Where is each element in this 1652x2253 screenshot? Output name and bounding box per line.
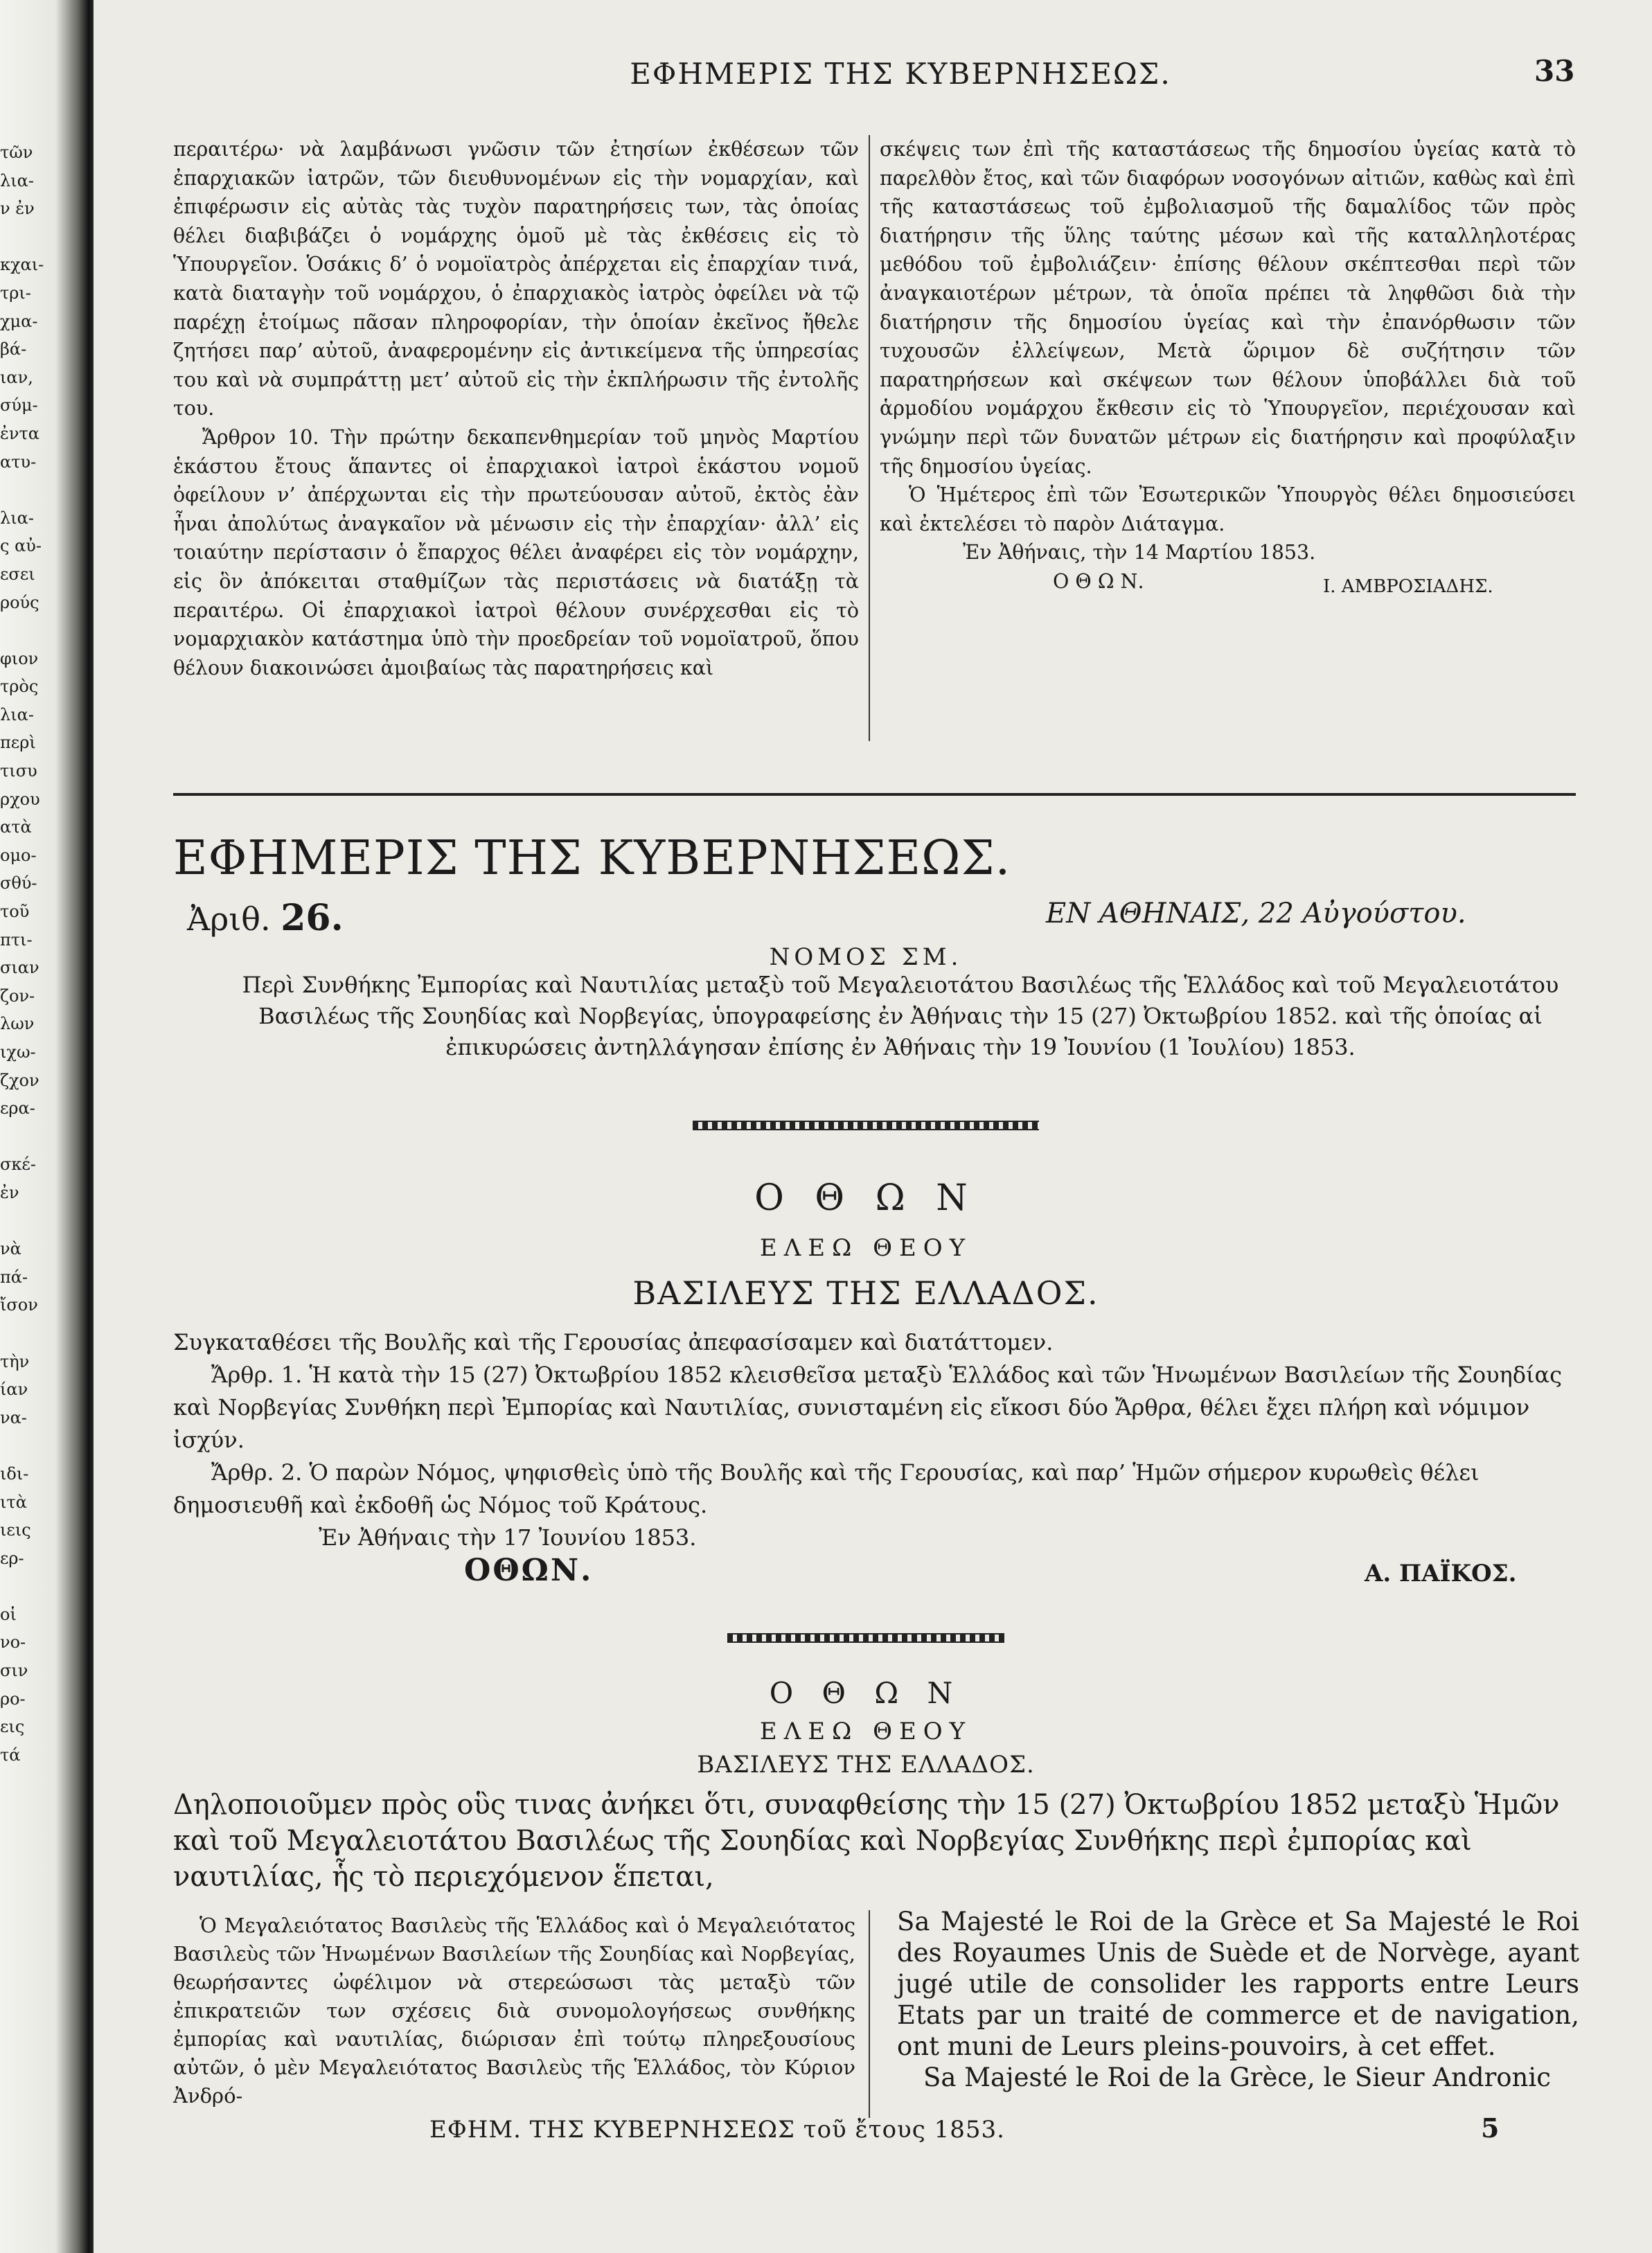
strip-line: βά- xyxy=(0,339,27,359)
ornament-divider xyxy=(693,1121,1039,1130)
decree-signature-minister: Α. ΠΑΪΚΟΣ. xyxy=(1365,1560,1517,1587)
strip-line xyxy=(0,1319,55,1348)
strip-line: ζχον xyxy=(0,1070,39,1090)
ornament-divider-2 xyxy=(727,1633,1004,1643)
strip-line: ιαν, xyxy=(0,367,33,387)
treaty-french-column xyxy=(897,1906,1579,2093)
treaty-greek-text: Ὁ Μεγαλειότατος Βασιλεὺς τῆς Ἑλλάδος καὶ ὁ Μεγαλειότατος Βασιλεὺς τῶν Ἡνωμένων Βασιλείων τῆς Σουηδίας καὶ Νορβεγίας, θεωρήσαντες ὠφέλιμον νὰ στερεώσωσι τὰς μεταξὺ τῶν ἐπικρατειῶν των σχέσεις διὰ συνομολογήσεως συνθήκης ἐμπορίας καὶ ναυτιλίας, διώρισαν ἐπὶ τούτῳ πληρεξουσίους αὐτῶν, ὁ μὲν Μεγαλειότατος Βασιλεὺς τῆς Ἑλλάδος, τὸν Κύριον Ἀνδρό- xyxy=(173,1914,855,2108)
strip-line: τισυ xyxy=(0,761,37,781)
strip-line: ίαν xyxy=(0,1380,28,1400)
strip-line xyxy=(0,1207,55,1236)
strip-line: ρούς xyxy=(0,592,39,612)
article-2: Ἄρθρ. 2. Ὁ παρὼν Νόμος, ψηφισθεὶς ὑπὸ τῆς Βουλῆς καὶ τῆς Γερουσίας, καὶ παρ’ Ἡμῶν σήμερον κυρωθεὶς θέλει δημοσιευθῆ καὶ ἐκδοθῆ ὡς Νόμος τοῦ Κράτους. xyxy=(173,1459,1480,1518)
strip-line: ν ἐν xyxy=(0,199,35,219)
decree2-king-name: Ο Θ Ω Ν xyxy=(769,1676,963,1710)
strip-line: νὰ xyxy=(0,1239,21,1259)
page-header-title: ΕΦΗΜΕΡΙΣ ΤΗΣ ΚΥΒΕΡΝΗΣΕΩΣ. xyxy=(630,57,1171,91)
strip-line: ἴσον xyxy=(0,1295,38,1315)
strip-line: λια- xyxy=(0,704,34,724)
strip-line: ομο- xyxy=(0,845,37,865)
treaty-french-text-2: Sa Majesté le Roi de la Grèce, le Sieur Andronic xyxy=(923,2063,1551,2092)
decree-signatures xyxy=(173,1554,1572,1592)
strip-line: σιαν xyxy=(0,958,39,978)
strip-line: τοῦ xyxy=(0,902,30,922)
treaty-greek-column xyxy=(173,1912,855,2110)
decree2-by-grace: ΕΛΕΩ ΘΕΟΥ xyxy=(759,1718,972,1745)
masthead-title: ΕΦΗΜΕΡΙΣ ΤΗΣ ΚΥΒΕΡΝΗΣΕΩΣ. xyxy=(173,831,1011,886)
strip-line: κχαι- xyxy=(0,255,44,275)
decree-dateline: Ἐν Ἀθήναις τὴν 17 Ἰουνίου 1853. xyxy=(319,1524,697,1551)
sheet-number: 5 xyxy=(1481,2112,1500,2144)
strip-line: πά- xyxy=(0,1267,28,1287)
law-number: ΝΟΜΟΣ ΣΜ. xyxy=(769,943,963,971)
strip-line: ατυ- xyxy=(0,452,37,472)
strip-line xyxy=(0,476,55,504)
dateline: Ἐν Ἀθήναις, τὴν 14 Μαρτίου 1853. xyxy=(963,541,1316,564)
article-1: Ἄρθρ. 1. Ἡ κατὰ τὴν 15 (27) Ὀκτωβρίου 1852 κλεισθεῖσα μεταξὺ Ἑλλάδος καὶ τῶν Ἡνωμένων Βασιλείων τῆς Σουηδίας καὶ Νορβεγίας Συνθήκη περὶ Ἐμπορίας καὶ Ναυτιλίας, συνισταμένη εἰς εἴκοσι δύο Ἄρθρα, θέλει ἔχει πλήρη καὶ νόμιμον ἰσχύν. xyxy=(173,1362,1563,1453)
treaty-french-text-1: Sa Majesté le Roi de la Grèce et Sa Majesté le Roi des Royaumes Unis de Suède et de Norvège, ayant jugé utile de consolider les rapports entre Leurs Etats par un traité de commerce et de navigation, ont muni de Leurs pleins-pouvoirs, à cet effet. xyxy=(897,1907,1579,2061)
decree-intro: Συγκαταθέσει τῆς Βουλῆς καὶ τῆς Γερουσίας ἀπεφασίσαμεν καὶ διατάττομεν. xyxy=(173,1329,1054,1355)
strip-line: λων xyxy=(0,1014,35,1034)
issue-number-label: Ἀριθ. xyxy=(187,900,271,938)
strip-line: ς αὐ- xyxy=(0,536,42,556)
strip-line: τρὸς xyxy=(0,677,39,697)
strip-line: ρο- xyxy=(0,1689,26,1709)
strip-line: να- xyxy=(0,1407,27,1427)
column-divider xyxy=(869,135,870,741)
strip-line: τὴν xyxy=(0,1351,30,1371)
strip-line: ρχου xyxy=(0,789,40,809)
strip-line xyxy=(0,1572,55,1601)
strip-line: λια- xyxy=(0,508,34,528)
strip-line: τῶν xyxy=(0,143,33,162)
strip-line: οἱ xyxy=(0,1604,17,1624)
strip-line: εσει xyxy=(0,564,35,584)
page-number: 33 xyxy=(1534,54,1575,88)
signature-minister: Ι. ΑΜΒΡΟΣΙΑΔΗΣ. xyxy=(1323,576,1493,597)
adjacent-page-fragment xyxy=(0,139,55,1769)
decree-king-name: Ο Θ Ω Ν xyxy=(754,1177,977,1219)
strip-line: ιχω- xyxy=(0,1042,36,1062)
strip-line: ιεις xyxy=(0,1520,31,1540)
decree2-title: ΒΑΣΙΛΕΥΣ ΤΗΣ ΕΛΛΑΔΟΣ. xyxy=(697,1751,1035,1779)
strip-line: σιν xyxy=(0,1661,28,1681)
strip-line: φιον xyxy=(0,648,39,668)
footer-title: ΕΦΗΜ. ΤΗΣ ΚΥΒΕΡΝΗΣΕΩΣ τοῦ ἔτους 1853. xyxy=(429,2116,1005,2144)
strip-line: περὶ xyxy=(0,733,36,753)
strip-line: ερα- xyxy=(0,1098,35,1119)
treaty-column-divider xyxy=(869,1910,870,2118)
strip-line xyxy=(0,1123,55,1151)
strip-line: ερ- xyxy=(0,1548,24,1568)
strip-line: σκέ- xyxy=(0,1155,36,1175)
decree-body xyxy=(173,1326,1572,1592)
strip-line: ιτὰ xyxy=(0,1492,27,1512)
law-description: Περὶ Συνθήκης Ἐμπορίας καὶ Ναυτιλίας μεταξὺ τοῦ Μεγαλειοτάτου Βασιλέως τῆς Ἑλλάδος καὶ τοῦ Μεγαλειοτάτου Βασιλέως τῆς Σουηδίας καὶ Νορβεγίας, ὑπογραφείσης ἐν Ἀθήναις τὴν 15 (27) Ὀκτωβρίου 1852. καὶ τῆς ὁποίας αἱ ἐπικυρώσεις ἀντηλλάγησαν ἐπίσης ἐν Ἀθήναις τὴν 19 Ἰουνίου (1 Ἰουλίου) 1853. xyxy=(242,972,1559,1060)
right-paragraph-1: σκέψεις των ἐπὶ τῆς καταστάσεως τῆς δημοσίου ὑγείας κατὰ τὸ παρελθὸν ἔτος, καὶ τῶν διαφόρων νοσογόνων αἰτιῶν, καθὼς καὶ ἐπὶ τῆς καταστάσεως τοῦ ἐμβολιασμοῦ τῆς δαμαλίδος τῶν πρὸς διατήρησιν τῆς ὕλης ταύτης μέσων καὶ τῆς καταλληλοτέρας μεθόδου τοῦ ἐμβολιάζειν· ἐπίσης θέλουν σκέπτεσθαι περὶ τῶν ἀναγκαιοτέρων μέτρων, τὰ ὁποῖα πρέπει τὰ ληφθῶσι διὰ τὴν διατήρησιν τῆς δημοσίου ὑγείας καὶ τὴν ἐπανόρθωσιν τῶν τυχουσῶν ἐλλείψεων, Μετὰ ὥριμον δὲ συζήτησιν τῶν παρατηρήσεων καὶ σκέψεων των θέλουν ὑποβάλλει διὰ τοῦ ἁρμοδίου νομάρχου ἔκθεσιν εἰς τὸ Ὑπουργεῖον, περιέχουσαν καὶ γνώμην περὶ τῶν δυνατῶν μέτρων εἰς διατήρησιν καὶ προφύλαξιν τῆς δημοσίου ὑγείας. xyxy=(880,138,1576,478)
treaty-declaration: Δηλοποιοῦμεν πρὸς οὓς τινας ἀνήκει ὅτι, συναφθείσης τὴν 15 (27) Ὀκτωβρίου 1852 μεταξὺ Ἡμῶν καὶ τοῦ Μεγαλειοτάτου Βασιλέως τῆς Σουηδίας καὶ Νορβεγίας Συνθήκης περὶ ἐμπορίας καὶ ναυτιλίας, ἧς τὸ περιεχόμενον ἕπεται, xyxy=(173,1789,1560,1893)
strip-line xyxy=(0,1432,55,1460)
signature-row xyxy=(880,567,1576,602)
strip-line: σθύ- xyxy=(0,873,37,893)
strip-line: τά xyxy=(0,1745,21,1765)
left-paragraph-1: περαιτέρω· νὰ λαμβάνωσι γνῶσιν τῶν ἐτησίων ἐκθέσεων τῶν ἐπαρχιακῶν ἰατρῶν, τῶν διευθυνομένων εἰς τὴν νομαρχίαν, καὶ ἐπιφέρωσιν εἰς αὐτὰς τὰς τυχὸν παρατηρήσεις των, τὰς ὁποίας θέλει διαβιβάζει ὁ νομάρχης ὁμοῦ μὲ τὰς ἐκθέσεις εἰς τὸ Ὑπουργεῖον. Ὁσάκις δ’ ὁ νομοϊατρὸς ἀπέρχεται εἰς ἐπαρχίαν τινά, κατὰ διαταγὴν τοῦ νομάρχου, ὁ ἐπαρχιακὸς ἰατρὸς ὀφείλει νὰ τῷ παρέχῃ ἑτοίμως πᾶσαν πληροφορίαν, τὴν ὁποίαν ἐκεῖνος ἤθελε ζητήσει παρ’ αὐτοῦ, ἀναφερομένην εἰς ἀντικείμενα τῆς ὑπηρεσίας του καὶ νὰ συμπράττῃ μετ’ αὐτοῦ εἰς τὴν ἐκπλήρωσιν τῆς ἐντολῆς του. xyxy=(173,138,859,420)
strip-line xyxy=(0,223,55,251)
signature-king: Ο Θ Ω Ν. xyxy=(1053,569,1144,593)
strip-line: νο- xyxy=(0,1632,26,1653)
left-paragraph-article-10: Ἄρθρον 10. Τὴν πρώτην δεκαπενθημερίαν τοῦ μηνὸς Μαρτίου ἑκάστου ἔτους ἅπαντες οἱ ἐπαρχιακοὶ ἰατροὶ ἑκάστου νομοῦ ὀφείλουν ν’ ἀπέρχωνται εἰς τὴν πρωτεύουσαν αὐτοῦ, ἐκτὸς ἐὰν ἦναι ἀπολύτως ἀναγκαῖον νὰ μένωσιν εἰς τὴν ἐπαρχίαν· ἀλλ’ εἰς τοιαύτην περίστασιν ὁ ἔπαρχος θέλει ἀναφέρει εἰς τὸν νομάρχην, εἰς ὃν ἀπόκειται σταθμίζων τὰς περιστάσεις νὰ διατάξῃ τὰ περαιτέρω. Οἱ ἐπαρχιακοὶ ἰατροὶ θέλουν συνέρχεσθαι εἰς τὸ νομαρχιακὸν κατάστημα ὑπὸ τὴν προεδρείαν τοῦ νομοϊατροῦ, ὅπου θέλουν διακοινώσει ἀμοιβαίως τὰς παρατηρήσεις καὶ xyxy=(173,425,859,679)
strip-line: πτι- xyxy=(0,929,33,950)
strip-line: εις xyxy=(0,1717,25,1737)
strip-line: τρι- xyxy=(0,283,31,303)
strip-line xyxy=(0,616,55,645)
section-rule xyxy=(173,793,1576,796)
strip-line: ατὰ xyxy=(0,817,32,837)
strip-line: ἐν xyxy=(0,1182,19,1202)
decree-signature-king: ΟΘΩΝ. xyxy=(464,1553,594,1588)
decree-by-grace: ΕΛΕΩ ΘΕΟΥ xyxy=(759,1234,972,1262)
left-column xyxy=(173,135,859,682)
strip-line: χμα- xyxy=(0,311,38,331)
issue-number-value: 26. xyxy=(281,897,344,939)
strip-line: λια- xyxy=(0,170,34,190)
issue-number xyxy=(187,897,344,939)
right-column xyxy=(880,135,1576,602)
strip-line: σύμ- xyxy=(0,395,38,416)
right-paragraph-2: Ὁ Ἡμέτερος ἐπὶ τῶν Ἐσωτερικῶν Ὑπουργὸς θέλει δημοσιεύσει καὶ ἐκτελέσει τὸ παρὸν Διάταγμα. xyxy=(880,483,1576,535)
strip-line: ζον- xyxy=(0,986,35,1006)
strip-line: ιδι- xyxy=(0,1463,29,1484)
issue-date: ΕΝ ΑΘΗΝΑΙΣ, 22 Αὐγούστου. xyxy=(1046,898,1466,929)
decree-title: ΒΑΣΙΛΕΥΣ ΤΗΣ ΕΛΛΑΔΟΣ. xyxy=(632,1274,1099,1312)
strip-line: ἐντα xyxy=(0,423,39,443)
